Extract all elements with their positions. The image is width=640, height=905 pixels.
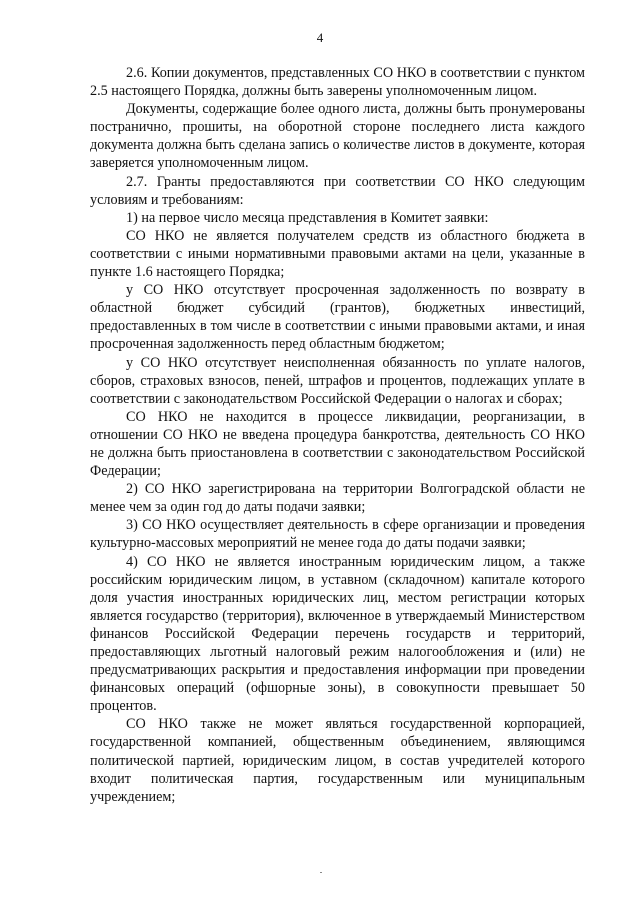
paragraph-condition-3: 3) СО НКО осуществляет деятельность в сфере организации и проведения культурно-массовых мероприятий не менее года до даты подачи заявки; <box>90 517 585 552</box>
paragraph-condition-2: 2) СО НКО зарегистрирована на территории Волгоградской области не менее чем за один год до даты подачи заявки; <box>90 481 585 516</box>
paragraph-no-budget-funds: СО НКО не является получателем средств из областного бюджета в соответствии с иными нормативными правовыми актами на цели, указанные в пункте 1.6 настоящего Порядка; <box>90 227 585 281</box>
paragraph-no-liquidation: СО НКО не находится в процессе ликвидации, реорганизации, в отношении СО НКО не введена процедура банкротства, деятельность СО НКО не должна быть приостановлена в соответствии с законодательством Российской Федерации; <box>90 408 585 480</box>
paragraph-2-6: 2.6. Копии документов, представленных СО НКО в соответствии с пунктом 2.5 настоящего Порядка, должны быть заверены уполномоченным лицом. <box>90 65 585 100</box>
paragraph-condition-4: 4) СО НКО не является иностранным юридическим лицом, а также российским юридическим лицом, в уставном (складочном) капитале которого доля участия иностранных юридических лиц, местом регистрации которых является государство (территория), включенное в утверждаемый Министерством финансов Российской Федерации перечень государств и территорий, предоставляющих льготный налоговый режим налогообложения и (или) не предусматривающих раскрытия и предоставления информации при проведении финансовых операций (офшорные зоны), в совокупности превышает 50 процентов. <box>90 553 585 715</box>
paragraph-no-overdue-debt: у СО НКО отсутствует просроченная задолженность по возврату в областной бюджет субсидий (грантов), бюджетных инвестиций, предоставленных в том числе в соответствии с иными правовыми актами, и иная просроченная задолженность перед областным бюджетом; <box>90 282 585 353</box>
scan-speck <box>320 872 322 873</box>
document-body <box>90 64 585 806</box>
paragraph-no-tax-obligation: у СО НКО отсутствует неисполненная обязанность по уплате налогов, сборов, страховых взносов, пеней, штрафов и процентов, подлежащих уплате в соответствии с законодательством Российской Федерации о налогах и сборах; <box>90 354 585 407</box>
paragraph-documents-binding: Документы, содержащие более одного листа, должны быть пронумерованы постранично, прошиты, на оборотной стороне последнего листа каждого документа должна быть сделана запись о количестве листов в документе, которая заверяется уполномоченным лицом. <box>90 101 585 172</box>
paragraph-2-7: 2.7. Гранты предоставляются при соответствии СО НКО следующим условиям и требованиям: <box>90 173 585 208</box>
page-number: 4 <box>316 30 324 45</box>
paragraph-condition-1: 1) на первое число месяца представления в Комитет заявки: <box>126 209 489 226</box>
paragraph-not-state-corporation: СО НКО также не может являться государственной корпорацией, государственной компанией, общественным объединением, являющимся политической партией, юридическим лицом, в состав учредителей которого входит политическая партия, государственным или муниципальным учреждением; <box>90 716 585 805</box>
